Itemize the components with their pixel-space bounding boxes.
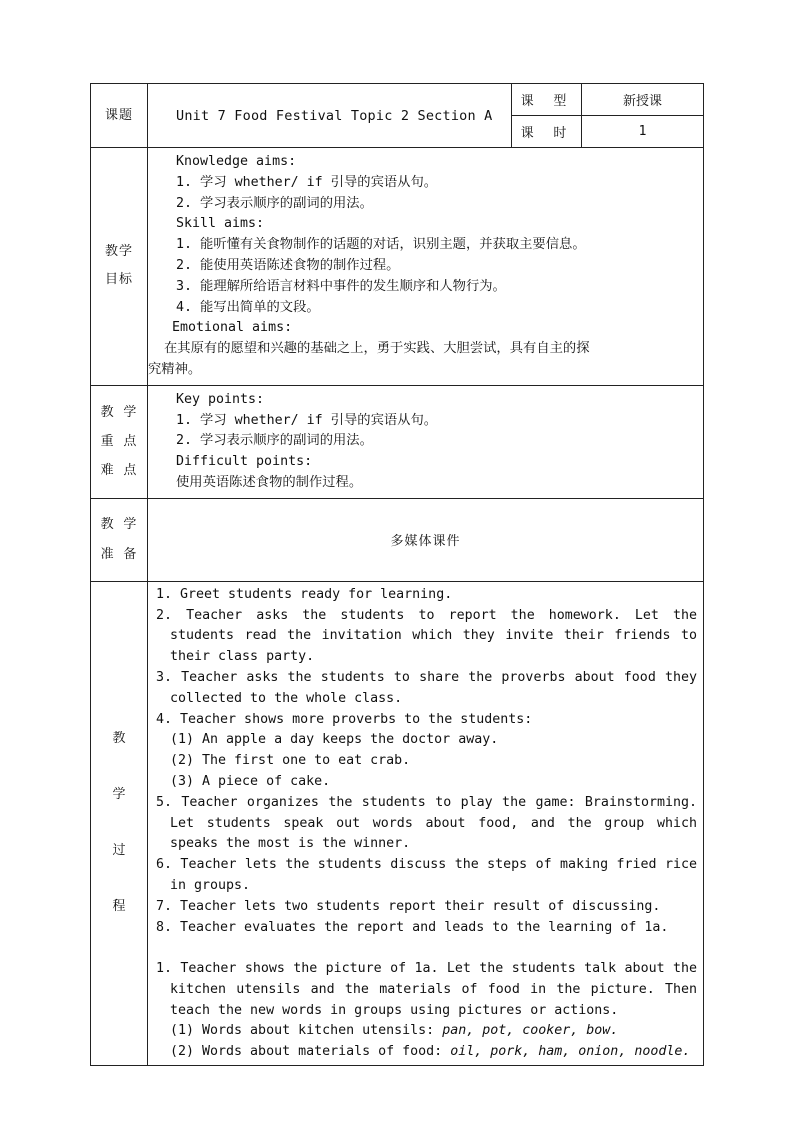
key-item-2: 2. 学习表示顺序的副词的用法。 [176, 433, 373, 449]
emotional-heading: Emotional aims: [172, 320, 293, 336]
process-label-1: 教 [112, 731, 126, 747]
topic-label: 课题 [91, 84, 148, 148]
skill-item-1: 1. 能听懂有关食物制作的话题的对话，识别主题，并获取主要信息。 [176, 237, 586, 253]
objectives-row [91, 148, 704, 386]
process-step-7: 7. Teacher lets two students report their result of discussing. [156, 898, 661, 914]
food-materials-words [156, 1042, 697, 1063]
preparation-value: 多媒体课件 [148, 498, 704, 581]
class-hours-value: 1 [582, 116, 704, 148]
knowledge-item-1: 1. 学习 whether/ if 引导的宾语从句。 [176, 174, 438, 190]
lesson-plan-table [90, 83, 704, 1066]
kitchen-utensils-list: pan, pot, cooker, bow. [442, 1023, 619, 1039]
objectives-label-line2: 目标 [104, 272, 133, 288]
key-points-row [91, 385, 704, 498]
skill-item-3: 3. 能理解所给语言材料中事件的发生顺序和人物行为。 [176, 278, 506, 294]
objectives-content [148, 148, 704, 386]
skill-item-4: 4. 能写出简单的文段。 [176, 299, 320, 315]
key-points-label-3: 难 点 [100, 463, 138, 479]
knowledge-item-2: 2. 学习表示顺序的副词的用法。 [176, 195, 373, 211]
key-points-content [148, 385, 704, 498]
process-label-4: 程 [112, 899, 126, 915]
key-points-label-1: 教 学 [100, 405, 138, 421]
key-item-1: 1. 学习 whether/ if 引导的宾语从句。 [176, 412, 438, 428]
process-content [148, 581, 704, 1065]
kitchen-utensils-prefix: (1) Words about kitchen utensils: [170, 1023, 443, 1039]
difficult-item-1: 使用英语陈述食物的制作过程。 [176, 474, 363, 490]
key-heading: Key points: [176, 391, 265, 407]
lesson-type-label: 课 型 [512, 84, 582, 116]
process-step-8: 8. Teacher evaluates the report and leads to the learning of 1a. [156, 919, 669, 935]
preparation-row [91, 498, 704, 581]
lesson-title: Unit 7 Food Festival Topic 2 Section A [148, 84, 512, 148]
process-step-1: 1. Greet students ready for learning. [156, 586, 453, 602]
skill-heading: Skill aims: [176, 216, 265, 232]
food-materials-prefix: (2) Words about materials of food: [170, 1044, 451, 1060]
process-row [91, 581, 704, 1065]
skill-item-2: 2. 能使用英语陈述食物的制作过程。 [176, 257, 400, 273]
objectives-label [91, 148, 148, 386]
emotional-line-1: 在其原有的愿望和兴趣的基础之上，勇于实践、大胆尝试，具有自主的探 [148, 341, 590, 357]
process-step-5: 5. Teacher organizes the students to play the game: Brainstorming. Let students speak out words about food, and the group which speaks the most is the winner. [156, 794, 697, 852]
proverb-1: (1) An apple a day keeps the doctor away. [170, 732, 499, 748]
emotional-line-2: 究精神。 [148, 361, 202, 377]
process-step-2: 2. Teacher asks the students to report the homework. Let the students read the invitation which they invite their friends to their class party. [156, 607, 697, 665]
key-points-label [91, 385, 148, 498]
class-hours-label: 课 时 [512, 116, 582, 148]
section-gap [156, 938, 697, 959]
proverb-3: (3) A piece of cake. [170, 773, 331, 789]
knowledge-heading: Knowledge aims: [176, 154, 297, 169]
process-step-3: 3. Teacher asks the students to share the proverbs about food they collected to the whole class. [156, 669, 697, 706]
process-step-4: 4. Teacher shows more proverbs to the students: [156, 711, 533, 727]
preparation-label-1: 教 学 [100, 516, 138, 532]
proverb-2: (2) The first one to eat crab. [170, 753, 411, 769]
header-row [91, 84, 704, 116]
preparation-label [91, 498, 148, 581]
lesson-type-value: 新授课 [582, 84, 704, 116]
objectives-label-line1: 教学 [104, 244, 133, 260]
process-label [91, 581, 148, 1065]
process-step-6: 6. Teacher lets the students discuss the steps of making fried rice in groups. [156, 857, 697, 893]
kitchen-utensils-words [156, 1021, 697, 1042]
preparation-label-2: 准 备 [100, 546, 138, 562]
key-points-label-2: 重 点 [100, 434, 138, 450]
process-label-3: 过 [112, 843, 126, 859]
food-materials-list: oil, pork, ham, onion, noodle. [450, 1044, 691, 1060]
process-label-2: 学 [112, 787, 126, 803]
difficult-heading: Difficult points: [176, 454, 313, 470]
part2-step-1: 1. Teacher shows the picture of 1a. Let the students talk about the kitchen utensils and the materials of food in the picture. Then teach the new words in groups using pictures or actions. [156, 961, 697, 1018]
